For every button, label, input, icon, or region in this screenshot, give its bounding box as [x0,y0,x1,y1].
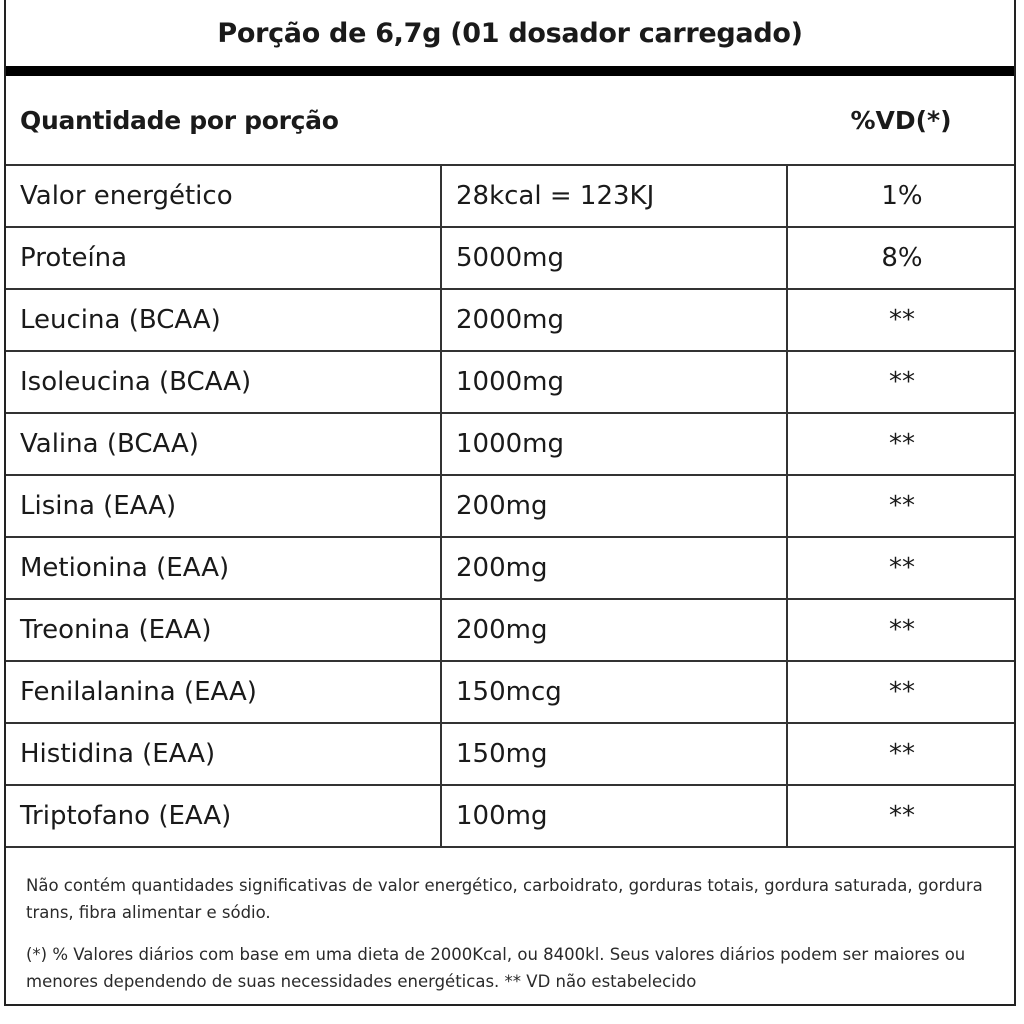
footer-note-2: (*) % Valores diários com base em uma dieta de 2000Kcal, ou 8400kl. Seus valores diários podem ser maiores ou menores dependendo de suas necessidades energéticas. ** VD não estabelecido [26,945,966,991]
nutrient-vd: 1% [786,166,1016,226]
nutrient-amount: 28kcal = 123KJ [440,166,786,226]
nutrient-amount: 5000mg [440,228,786,288]
nutrient-amount: 150mg [440,724,786,784]
nutrient-vd: ** [786,476,1016,536]
nutrient-name: Proteína [20,243,128,273]
title-divider [6,66,1014,76]
table-row [6,784,1014,848]
serving-title: Porção de 6,7g (01 dosador carregado) [217,17,803,49]
nutrient-amount: 200mg [440,600,786,660]
table-row [6,226,1014,288]
nutrient-vd: ** [786,662,1016,722]
nutrient-amount: 1000mg [440,414,786,474]
footer-notes [26,872,986,1010]
nutrient-name: Metionina (EAA) [20,553,230,583]
nutrient-name: Histidina (EAA) [20,739,216,769]
nutrient-name: Valor energético [20,181,233,211]
vd-header: %VD(*) [850,105,952,135]
nutrient-name: Lisina (EAA) [20,491,177,521]
table-row [6,660,1014,722]
footer-note-1: Não contém quantidades significativas de valor energético, carboidrato, gorduras totais, gordura saturada, gordura trans, fibra alimentar e sódio. [26,876,983,922]
table-row [6,598,1014,660]
table-row [6,412,1014,474]
nutrient-name: Fenilalanina (EAA) [20,677,257,707]
nutrient-amount: 2000mg [440,290,786,350]
nutrient-vd: ** [786,538,1016,598]
nutrient-vd: ** [786,786,1016,846]
nutrient-amount: 1000mg [440,352,786,412]
table-row [6,722,1014,784]
nutrient-name: Treonina (EAA) [20,615,212,645]
table-row [6,350,1014,412]
nutrient-amount: 200mg [440,538,786,598]
nutrient-amount: 150mcg [440,662,786,722]
nutrient-name: Isoleucina (BCAA) [20,367,252,397]
nutrient-amount: 200mg [440,476,786,536]
nutrient-name: Triptofano (EAA) [20,801,232,831]
nutrient-vd: ** [786,600,1016,660]
nutrient-vd: ** [786,352,1016,412]
table-body [6,164,1014,848]
nutrient-vd: ** [786,414,1016,474]
nutrient-name: Leucina (BCAA) [20,305,221,335]
quantity-header: Quantidade por porção [20,105,339,135]
nutrient-name: Valina (BCAA) [20,429,199,459]
table-row [6,288,1014,350]
table-row [6,474,1014,536]
nutrient-vd: ** [786,290,1016,350]
nutrient-vd: 8% [786,228,1016,288]
table-row [6,536,1014,598]
table-row [6,164,1014,226]
nutrient-vd: ** [786,724,1016,784]
nutrient-amount: 100mg [440,786,786,846]
table-header [6,76,1014,164]
nutrition-table [4,0,1016,1006]
